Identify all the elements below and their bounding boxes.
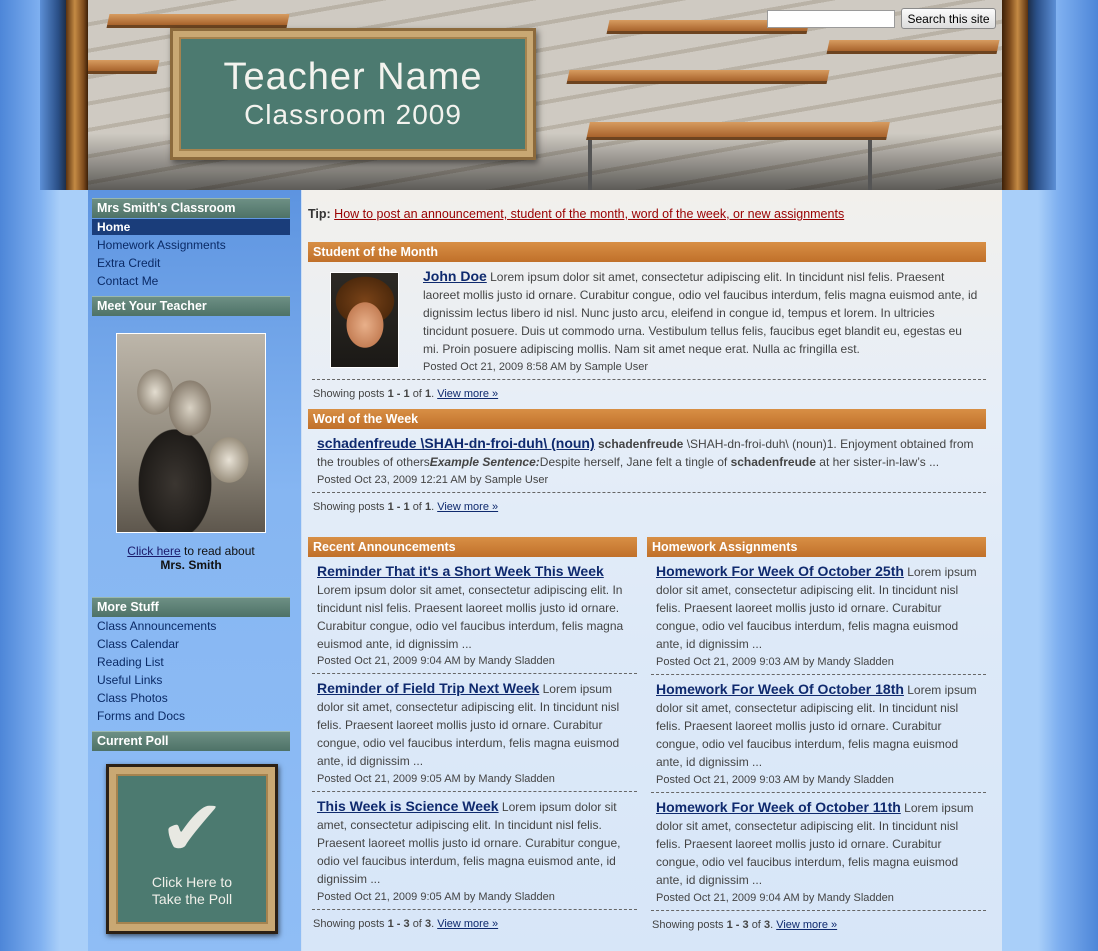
showing-prefix: Showing posts bbox=[313, 388, 385, 400]
sidebar-item-contact-me[interactable]: Contact Me bbox=[97, 274, 159, 288]
take-poll-button[interactable] bbox=[106, 764, 278, 934]
teacher-name: Mrs. Smith bbox=[160, 558, 222, 572]
announcement-post-meta: Posted Oct 21, 2009 9:05 AM by Mandy Sladden bbox=[317, 891, 555, 903]
showing-of: of bbox=[751, 919, 761, 931]
section-heading-student-of-the-month: Student of the Month bbox=[308, 242, 986, 262]
word-view-more-link[interactable]: View more » bbox=[437, 501, 499, 513]
student-post bbox=[423, 267, 981, 358]
announcement-post-body: Lorem ipsum dolor sit amet, consectetur adipiscing elit. In tincidunt nisl felis. Praesent laoreet mollis justo id ornare. Curabitur congue, odio vel faucibus interdum, felis magna euismod ante, id dignissim ... bbox=[317, 583, 624, 651]
divider bbox=[312, 492, 986, 493]
header-banner bbox=[88, 0, 1002, 190]
sidebar-item-extra-credit[interactable]: Extra Credit bbox=[97, 256, 161, 270]
word-bold: schadenfreude bbox=[598, 437, 684, 451]
word-post-meta: Posted Oct 23, 2009 12:21 AM by Sample User bbox=[317, 474, 549, 486]
word-showing-posts: Showing posts 1 - 1 of 1. View more » bbox=[313, 501, 499, 513]
showing-total: 3 bbox=[424, 918, 432, 930]
teacher-photo bbox=[116, 333, 266, 533]
desk-decoration bbox=[567, 70, 830, 84]
tip-line bbox=[308, 207, 844, 221]
sidebar-item-forms-and-docs[interactable]: Forms and Docs bbox=[97, 709, 186, 723]
word-example-label: Example Sentence: bbox=[429, 455, 540, 469]
desk-decoration bbox=[827, 40, 1000, 54]
homework-view-more-link[interactable]: View more » bbox=[776, 919, 838, 931]
homework-showing-posts: Showing posts 1 - 3 of 3. View more » bbox=[652, 919, 838, 931]
section-heading-recent-announcements: Recent Announcements bbox=[308, 537, 637, 557]
showing-total: 1 bbox=[424, 501, 432, 513]
word-body-2: Despite herself, Jane felt a tingle of bbox=[539, 455, 728, 469]
announcement-post-meta: Posted Oct 21, 2009 9:04 AM by Mandy Sladden bbox=[317, 655, 555, 667]
homework-post bbox=[656, 798, 986, 889]
divider bbox=[651, 792, 986, 793]
announcement-post-title[interactable]: Reminder of Field Trip Next Week bbox=[317, 680, 540, 696]
announcement-post-title[interactable]: This Week is Science Week bbox=[317, 798, 499, 814]
homework-post-body: Lorem ipsum dolor sit amet, consectetur adipiscing elit. In tincidunt nisl felis. Praesent laoreet mollis justo id ornare. Curabitur congue, odio vel faucibus interdum, felis magna euismod ante, id dignissim ... bbox=[656, 565, 977, 651]
showing-prefix: Showing posts bbox=[313, 918, 385, 930]
homework-post bbox=[656, 562, 986, 653]
divider bbox=[312, 791, 637, 792]
sidebar-item-class-photos[interactable]: Class Photos bbox=[97, 691, 168, 705]
homework-post-body: Lorem ipsum dolor sit amet, consectetur adipiscing elit. In tincidunt nisl felis. Praesent laoreet mollis justo id ornare. Curabitur congue, odio vel faucibus interdum, felis magna euismod ante, id dignissim ... bbox=[656, 801, 974, 887]
announcement-post-title[interactable]: Reminder That it's a Short Week This Week bbox=[317, 563, 604, 579]
showing-of: of bbox=[412, 918, 422, 930]
showing-of: of bbox=[412, 388, 422, 400]
announcement-post bbox=[317, 797, 633, 888]
student-post-body: Lorem ipsum dolor sit amet, consectetur adipiscing elit. In tincidunt nisl felis. Praesent laoreet mollis justo id ornare. Curabitur congue, odio vel faucibus interdum, felis magna euismod ante, id dignissim lectus libero id nisl. Nunc justo arcu, eleifend in congue id, tempus et lorem. In ultricies tincidunt posuere. Duis ut commodo urna. Vestibulum tellus felis, faucibus eget blandit eu, egestas eu mi. Proin posuere adipiscing mollis. Nam sit amet neque erat. Nulla ac fringilla est. bbox=[423, 270, 978, 356]
divider bbox=[312, 673, 637, 674]
showing-range: 1 - 3 bbox=[726, 919, 749, 931]
showing-prefix: Showing posts bbox=[313, 501, 385, 513]
homework-post-title[interactable]: Homework For Week Of October 18th bbox=[656, 681, 904, 697]
poll-text-line-2: Take the Poll bbox=[151, 891, 233, 907]
announcements-view-more-link[interactable]: View more » bbox=[437, 918, 499, 930]
showing-prefix: Showing posts bbox=[652, 919, 724, 931]
sidebar-heading-current-poll: Current Poll bbox=[92, 731, 290, 751]
showing-range: 1 - 3 bbox=[387, 918, 410, 930]
homework-post-meta: Posted Oct 21, 2009 9:03 AM by Mandy Sladden bbox=[656, 656, 894, 668]
homework-post-title[interactable]: Homework For Week Of October 25th bbox=[656, 563, 904, 579]
divider bbox=[312, 909, 637, 910]
header-chalkboard bbox=[170, 28, 536, 160]
sidebar-item-home[interactable]: Home bbox=[92, 219, 290, 235]
tip-label: Tip: bbox=[308, 207, 331, 221]
desk-leg bbox=[588, 140, 592, 190]
announcement-post-meta: Posted Oct 21, 2009 9:05 AM by Mandy Sladden bbox=[317, 773, 555, 785]
word-body-3: at her sister-in-law’s ... bbox=[819, 455, 940, 469]
divider bbox=[312, 379, 986, 380]
header-frame-left-outer bbox=[40, 0, 66, 190]
sidebar-heading-teacher: Meet Your Teacher bbox=[92, 296, 290, 316]
teacher-blurb-text: to read about bbox=[183, 544, 255, 558]
teacher-blurb bbox=[88, 544, 294, 572]
sidebar-item-class-announcements[interactable]: Class Announcements bbox=[97, 619, 217, 633]
desk-decoration bbox=[88, 60, 159, 74]
homework-post-meta: Posted Oct 21, 2009 9:03 AM by Mandy Sladden bbox=[656, 774, 894, 786]
site-subtitle: Classroom 2009 bbox=[244, 99, 462, 130]
announcement-post bbox=[317, 679, 633, 770]
desk-decoration bbox=[107, 14, 290, 28]
announcements-showing-posts: Showing posts 1 - 3 of 3. View more » bbox=[313, 918, 499, 930]
tip-link[interactable]: How to post an announcement, student of the month, word of the week, or new assignments bbox=[334, 207, 845, 221]
showing-of: of bbox=[412, 501, 422, 513]
header-frame-right-outer bbox=[1028, 0, 1056, 190]
announcement-post bbox=[317, 562, 633, 653]
header-frame-right bbox=[1002, 0, 1028, 190]
main-content bbox=[302, 190, 1002, 951]
sidebar-item-class-calendar[interactable]: Class Calendar bbox=[97, 637, 180, 651]
student-view-more-link[interactable]: View more » bbox=[437, 388, 499, 400]
sidebar-item-reading-list[interactable]: Reading List bbox=[97, 655, 164, 669]
divider bbox=[651, 910, 986, 911]
site-title: Teacher Name bbox=[223, 56, 483, 98]
homework-post-body: Lorem ipsum dolor sit amet, consectetur adipiscing elit. In tincidunt nisl felis. Praesent laoreet mollis justo id ornare. Curabitur congue, odio vel faucibus interdum, felis magna euismod ante, id dignissim ... bbox=[656, 683, 977, 769]
desk-leg bbox=[868, 140, 872, 190]
sidebar-item-homework-assignments[interactable]: Homework Assignments bbox=[97, 238, 226, 252]
announcement-post-body: Lorem ipsum dolor sit amet, consectetur adipiscing elit. In tincidunt nisl felis. Praesent laoreet mollis justo id ornare. Curabitur congue, odio vel faucibus interdum, felis magna euismod ante, id dignissim ... bbox=[317, 682, 620, 768]
section-heading-homework-assignments: Homework Assignments bbox=[647, 537, 986, 557]
word-bold-2: schadenfreude bbox=[730, 455, 816, 469]
divider bbox=[651, 674, 986, 675]
showing-total: 1 bbox=[424, 388, 432, 400]
homework-post-meta: Posted Oct 21, 2009 9:04 AM by Mandy Sladden bbox=[656, 892, 894, 904]
word-body-1: \SHAH-dn-froi-duh\ (noun)1. Enjoyment obtained from the troubles of others bbox=[317, 437, 974, 469]
student-post-meta: Posted Oct 21, 2009 8:58 AM by Sample User bbox=[423, 361, 649, 373]
header-frame-left bbox=[66, 0, 88, 190]
sidebar-heading-classroom: Mrs Smith's Classroom bbox=[92, 198, 290, 218]
search-input[interactable] bbox=[767, 10, 895, 28]
section-heading-word-of-the-week: Word of the Week bbox=[308, 409, 986, 429]
student-post-title[interactable]: John Doe bbox=[423, 268, 487, 284]
student-showing-posts: Showing posts 1 - 1 of 1. View more » bbox=[313, 388, 499, 400]
showing-range: 1 - 1 bbox=[387, 388, 410, 400]
student-photo bbox=[330, 272, 399, 368]
word-post-title[interactable]: schadenfreude \SHAH-dn-froi-duh\ (noun) bbox=[317, 435, 595, 451]
showing-total: 3 bbox=[763, 919, 771, 931]
desk-decoration bbox=[586, 122, 890, 140]
poll-text-line-1: Click Here to bbox=[151, 874, 233, 890]
homework-post bbox=[656, 680, 986, 771]
announcement-post-body: Lorem ipsum dolor sit amet, consectetur adipiscing elit. In tincidunt nisl felis. Praesent laoreet mollis justo id ornare. Curabitur congue, odio vel faucibus interdum, felis magna euismod ante, id dignissim ... bbox=[317, 800, 621, 886]
showing-range: 1 - 1 bbox=[387, 501, 410, 513]
sidebar-heading-more-stuff: More Stuff bbox=[92, 597, 290, 617]
teacher-click-here-link[interactable]: Click here bbox=[127, 544, 181, 558]
sidebar-item-useful-links[interactable]: Useful Links bbox=[97, 673, 163, 687]
word-post bbox=[317, 434, 982, 471]
sidebar bbox=[88, 190, 302, 951]
homework-post-title[interactable]: Homework For Week of October 11th bbox=[656, 799, 901, 815]
checkmark-icon: ✔ bbox=[159, 784, 225, 872]
search-button[interactable]: Search this site bbox=[901, 8, 996, 29]
